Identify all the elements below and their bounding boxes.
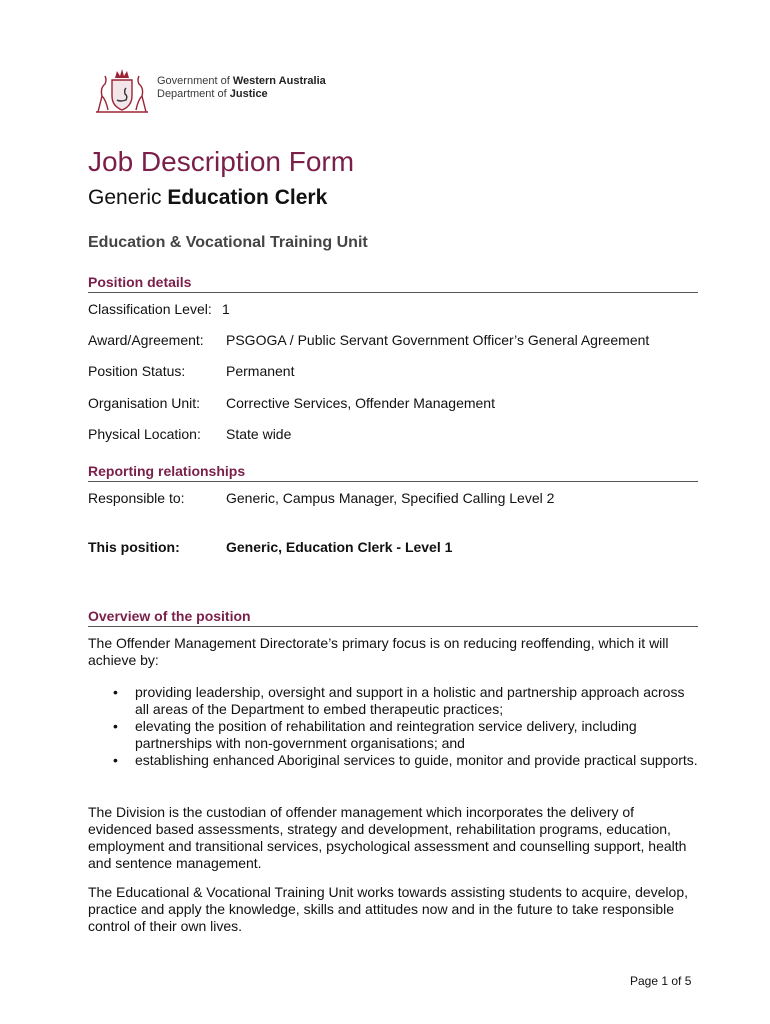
- government-prefix: Government of: [157, 75, 233, 87]
- department-prefix: Department of: [157, 88, 230, 100]
- document-title: Job Description Form: [88, 146, 355, 177]
- bullet-icon: •: [113, 684, 118, 700]
- list-item-text: elevating the position of rehabilitation and reintegration service delivery, including partnerships with non-government organisations; and: [135, 718, 637, 751]
- org-unit-label: Organisation Unit:: [88, 395, 201, 411]
- award-value: PSGOGA / Public Servant Government Officer’s General Agreement: [226, 332, 650, 348]
- list-item-text: establishing enhanced Aboriginal services to guide, monitor and provide practical supports.: [135, 752, 698, 768]
- list-item: [88, 718, 700, 752]
- overview-heading: Overview of the position: [88, 608, 251, 624]
- location-label: Physical Location:: [88, 426, 201, 442]
- classification-value: 1: [222, 301, 230, 317]
- reporting-heading: Reporting relationships: [88, 463, 246, 479]
- status-value: Permanent: [226, 363, 295, 379]
- award-label: Award/Agreement:: [88, 332, 204, 348]
- division-paragraph: The Division is the custodian of offender management which incorporates the delivery of evidenced based assessments, strategy and development, rehabilitation programs, education, employment and transitional services, psychological assessment and counselling support, health and sentence management.: [88, 804, 687, 871]
- location-value: State wide: [226, 426, 292, 442]
- department-name: [157, 88, 268, 100]
- responsible-to-label: Responsible to:: [88, 490, 185, 506]
- classification-label: Classification Level:: [88, 301, 212, 317]
- bullet-icon: •: [113, 718, 118, 734]
- subtitle-prefix: Generic: [88, 186, 168, 209]
- evtu-paragraph: The Educational & Vocational Training Unit works towards assisting students to acquire, develop, practice and apply the knowledge, skills and attitudes now and in the future to take responsible control of their own lives.: [88, 884, 688, 934]
- this-position-label: This position:: [88, 539, 180, 555]
- responsible-to-value: Generic, Campus Manager, Specified Calling Level 2: [226, 490, 555, 506]
- status-label: Position Status:: [88, 363, 186, 379]
- coat-of-arms-logo: [92, 66, 152, 114]
- this-position-value: Generic, Education Clerk - Level 1: [226, 539, 453, 555]
- bullet-icon: •: [113, 752, 118, 768]
- overview-bullet-list: [88, 684, 700, 769]
- page-number: Page 1 of 5: [630, 974, 692, 988]
- subtitle-role: Education Clerk: [167, 186, 328, 209]
- list-item-text: providing leadership, oversight and support in a holistic and partnership approach across all areas of the Department to embed therapeutic practices;: [135, 684, 685, 717]
- position-details-heading: Position details: [88, 274, 192, 290]
- org-unit-value: Corrective Services, Offender Management: [226, 395, 495, 411]
- reporting-divider: [88, 481, 698, 482]
- government-name: [157, 75, 326, 87]
- overview-divider: [88, 626, 698, 627]
- unit-heading: Education & Vocational Training Unit: [88, 234, 368, 251]
- government-state: Western Australia: [232, 75, 326, 87]
- overview-intro: The Offender Management Directorate’s primary focus is on reducing reoffending, which it will achieve by:: [88, 635, 669, 668]
- department-label: Justice: [229, 88, 268, 100]
- list-item: [88, 684, 700, 718]
- position-details-divider: [88, 292, 698, 293]
- document-subtitle: [88, 186, 327, 210]
- list-item: [88, 752, 700, 769]
